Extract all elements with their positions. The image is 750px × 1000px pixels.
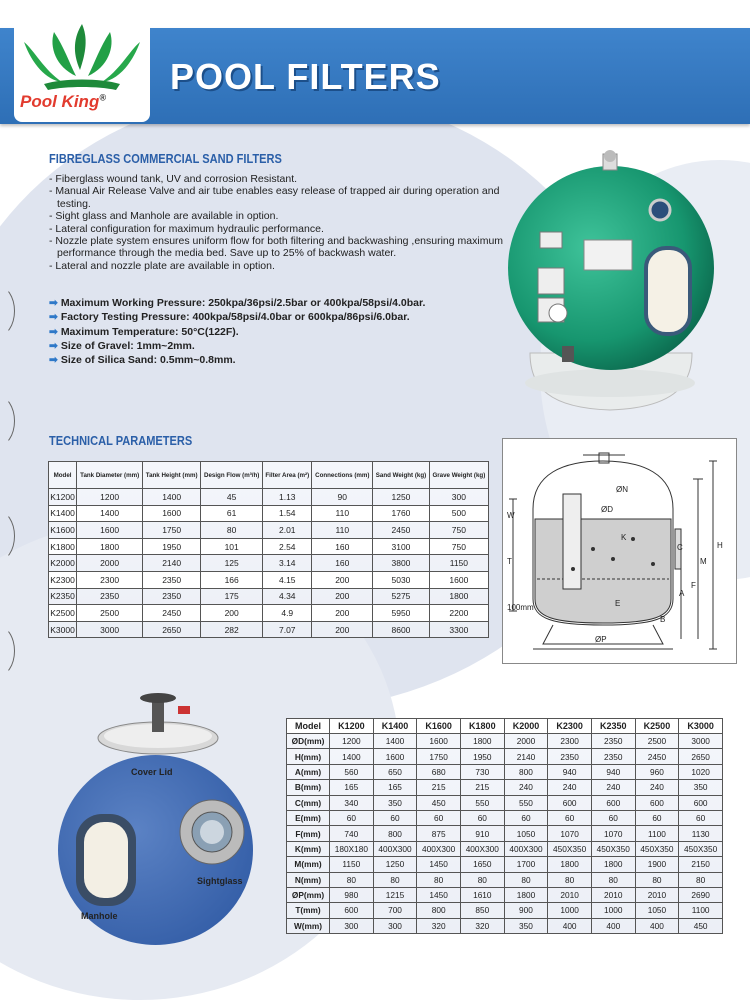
table-row [49, 538, 489, 555]
table-cell: 1950 [460, 749, 504, 764]
table-cell: 175 [201, 588, 263, 605]
table-cell: 215 [460, 780, 504, 795]
column-header: K1600 [417, 719, 461, 734]
table-cell: K3000 [49, 621, 77, 638]
column-header: Model [49, 462, 77, 489]
spec-item: ➡ Size of Silica Sand: 0.5mm~0.8mm. [49, 354, 236, 367]
caption-sightglass: Sightglass [197, 876, 243, 886]
table-cell: 80 [591, 872, 635, 887]
table-cell: 2350 [591, 749, 635, 764]
section-title-technical-parameters: TECHNICAL PARAMETERS [49, 433, 193, 448]
table-cell: 1600 [143, 505, 201, 522]
table-cell: 110 [312, 505, 373, 522]
table-cell: 2150 [679, 857, 723, 872]
table-cell: 2350 [591, 734, 635, 749]
table-cell: 1800 [77, 538, 143, 555]
table-cell: 600 [635, 795, 679, 810]
table-cell: 200 [312, 588, 373, 605]
table-cell: K(mm) [287, 841, 330, 856]
table-cell: 450X350 [679, 841, 723, 856]
table-cell: ØD(mm) [287, 734, 330, 749]
table-cell: 350 [679, 780, 723, 795]
table-cell: 450X350 [548, 841, 592, 856]
table-cell: 550 [504, 795, 548, 810]
table-cell: 875 [417, 826, 461, 841]
table-cell: H(mm) [287, 749, 330, 764]
cover-lid-photo [92, 686, 224, 756]
column-header: K2300 [548, 719, 592, 734]
table-cell: 940 [591, 764, 635, 779]
table-cell: 101 [201, 538, 263, 555]
table-cell: 800 [504, 764, 548, 779]
table-cell: 2000 [504, 734, 548, 749]
table-cell: 2140 [504, 749, 548, 764]
table-cell: 2350 [548, 749, 592, 764]
table-cell: 650 [373, 764, 417, 779]
table-cell: 1400 [373, 734, 417, 749]
feature-item: - Lateral configuration for maximum hydraulic performance. [49, 222, 324, 235]
table-cell: 400X300 [504, 841, 548, 856]
table-cell: 2010 [591, 887, 635, 902]
table-cell: 1215 [373, 887, 417, 902]
table-cell: 1750 [143, 522, 201, 539]
dim-label-c: C [677, 543, 683, 552]
table-cell: 2690 [679, 887, 723, 902]
table-cell: 980 [330, 887, 374, 902]
table-cell: 1900 [635, 857, 679, 872]
brand-name: Pool King® [20, 92, 106, 111]
table-cell: 340 [330, 795, 374, 810]
table-cell: 200 [312, 621, 373, 638]
table-row [287, 810, 723, 825]
table-cell: 450 [679, 918, 723, 933]
column-header: K3000 [679, 719, 723, 734]
table-cell: M(mm) [287, 857, 330, 872]
table-cell: 500 [429, 505, 488, 522]
spec-list [49, 296, 425, 367]
dimensions-table [286, 718, 723, 934]
table-cell: 350 [373, 795, 417, 810]
sand-filter-illustration [500, 148, 720, 420]
table-cell: 1150 [429, 555, 488, 572]
table-cell: 1070 [548, 826, 592, 841]
table-cell: 200 [312, 605, 373, 622]
table-cell: 600 [679, 795, 723, 810]
table-cell: 400 [548, 918, 592, 933]
table-cell: 2300 [548, 734, 592, 749]
table-cell: 300 [373, 918, 417, 933]
table-cell: 800 [373, 826, 417, 841]
table-cell: 1800 [591, 857, 635, 872]
table-cell: 1950 [143, 538, 201, 555]
column-header: K2350 [591, 719, 635, 734]
table-row [287, 841, 723, 856]
table-cell: 80 [548, 872, 592, 887]
table-row [287, 749, 723, 764]
table-row [49, 605, 489, 622]
table-cell: 3300 [429, 621, 488, 638]
arrow-icon: ➡ [49, 325, 58, 338]
manhole-photo [72, 810, 140, 910]
table-cell: 1400 [330, 749, 374, 764]
table-cell: 200 [201, 605, 263, 622]
table-cell: 60 [460, 810, 504, 825]
table-cell: 1100 [635, 826, 679, 841]
table-cell: 1250 [373, 857, 417, 872]
table-cell: 160 [312, 555, 373, 572]
table-cell: 1750 [417, 749, 461, 764]
spec-item: ➡ Maximum Temperature: 50°C(122F). [49, 325, 239, 338]
table-cell: K2000 [49, 555, 77, 572]
table-cell: 700 [373, 903, 417, 918]
table-cell: 3000 [77, 621, 143, 638]
table-cell: K2350 [49, 588, 77, 605]
feature-item: - Nozzle plate system ensures uniform flow for both filtering and backwashing ,ensuring maximum performance through the media bed. Save up to 25% of backwash water. [49, 235, 504, 260]
table-cell: 1450 [417, 887, 461, 902]
table-row [49, 522, 489, 539]
table-cell: 1600 [417, 734, 461, 749]
table-cell: K2300 [49, 571, 77, 588]
column-header: K2500 [635, 719, 679, 734]
table-cell: 2350 [77, 588, 143, 605]
table-cell: 2000 [77, 555, 143, 572]
table-cell: 320 [460, 918, 504, 933]
table-row [287, 764, 723, 779]
dim-label-d: ØD [601, 505, 613, 514]
dim-label-n: ØN [616, 485, 628, 494]
table-cell: 60 [504, 810, 548, 825]
table-cell: 2450 [635, 749, 679, 764]
table-cell: 2350 [143, 588, 201, 605]
dimension-diagram [503, 439, 736, 663]
column-header: Tank Diameter (mm) [77, 462, 143, 489]
table-cell: 740 [330, 826, 374, 841]
table-cell: 80 [504, 872, 548, 887]
table-cell: 1400 [143, 489, 201, 506]
table-cell: 2450 [143, 605, 201, 622]
dim-label-a: A [679, 589, 685, 598]
table-cell: 1800 [548, 857, 592, 872]
table-header-row [287, 719, 723, 734]
table-cell: 850 [460, 903, 504, 918]
table-cell: T(mm) [287, 903, 330, 918]
table-cell: 730 [460, 764, 504, 779]
table-cell: 3800 [373, 555, 430, 572]
table-cell: 110 [312, 522, 373, 539]
table-cell: 60 [679, 810, 723, 825]
table-cell: 300 [429, 489, 488, 506]
table-cell: 80 [201, 522, 263, 539]
table-cell: 2350 [143, 571, 201, 588]
table-cell: 1130 [679, 826, 723, 841]
table-cell: 2650 [679, 749, 723, 764]
table-cell: E(mm) [287, 810, 330, 825]
table-cell: C(mm) [287, 795, 330, 810]
table-cell: 1100 [679, 903, 723, 918]
table-cell: 400X300 [373, 841, 417, 856]
table-cell: 1600 [373, 749, 417, 764]
table-cell: 3100 [373, 538, 430, 555]
table-cell: 160 [312, 538, 373, 555]
column-header: K1800 [460, 719, 504, 734]
feature-item: - Manual Air Release Valve and air tube enables easy release of trapped air during operation and testing. [49, 185, 500, 210]
table-cell: ØP(mm) [287, 887, 330, 902]
table-cell: 1650 [460, 857, 504, 872]
table-cell: 90 [312, 489, 373, 506]
table-cell: 750 [429, 538, 488, 555]
table-cell: 240 [504, 780, 548, 795]
table-cell: 450X350 [591, 841, 635, 856]
table-cell: 1250 [373, 489, 430, 506]
table-cell: 400 [635, 918, 679, 933]
table-cell: 910 [460, 826, 504, 841]
dim-label-b: B [660, 615, 666, 624]
table-cell: A(mm) [287, 764, 330, 779]
table-row [49, 505, 489, 522]
spec-item: ➡ Maximum Working Pressure: 250kpa/36psi/2.5bar or 400kpa/58psi/4.0bar. [49, 297, 426, 309]
table-cell: 165 [373, 780, 417, 795]
dim-label-100mm: 100mm [507, 603, 534, 612]
table-cell: 400 [591, 918, 635, 933]
table-cell: 200 [312, 571, 373, 588]
arrow-icon: ➡ [49, 297, 58, 309]
table-cell: 4.9 [263, 605, 312, 622]
table-cell: 80 [330, 872, 374, 887]
column-header: Tank Height (mm) [143, 462, 201, 489]
table-cell: 1400 [77, 505, 143, 522]
table-cell: 2300 [77, 571, 143, 588]
table-cell: 300 [330, 918, 374, 933]
page-title: POOL FILTERS [170, 56, 441, 97]
dim-label-e: E [615, 599, 621, 608]
table-cell: 80 [635, 872, 679, 887]
table-cell: 7.07 [263, 621, 312, 638]
table-cell: 60 [635, 810, 679, 825]
column-header: K1400 [373, 719, 417, 734]
spec-item: ➡ Factory Testing Pressure: 400kpa/58psi/4.0bar or 600kpa/86psi/6.0bar. [49, 311, 410, 324]
table-cell: K2500 [49, 605, 77, 622]
table-cell: 45 [201, 489, 263, 506]
table-cell: 900 [504, 903, 548, 918]
table-cell: 3.14 [263, 555, 312, 572]
table-cell: 600 [330, 903, 374, 918]
table-cell: 240 [635, 780, 679, 795]
table-cell: K1600 [49, 522, 77, 539]
table-cell: 2.54 [263, 538, 312, 555]
table-cell: 1000 [591, 903, 635, 918]
table-cell: 1610 [460, 887, 504, 902]
table-row [287, 857, 723, 872]
spec-item: ➡ Size of Gravel: 1mm~2mm. [49, 339, 195, 352]
table-cell: 600 [548, 795, 592, 810]
table-cell: 60 [548, 810, 592, 825]
table-cell: 1020 [679, 764, 723, 779]
table-row [287, 795, 723, 810]
table-cell: 61 [201, 505, 263, 522]
dim-label-k: K [621, 533, 627, 542]
arrow-icon: ➡ [49, 354, 58, 367]
dim-label-t: T [507, 557, 512, 566]
table-cell: K1200 [49, 489, 77, 506]
table-cell: 600 [591, 795, 635, 810]
feature-list [49, 173, 519, 272]
table-cell: 80 [460, 872, 504, 887]
table-cell: 1800 [460, 734, 504, 749]
table-cell: 1.13 [263, 489, 312, 506]
table-cell: 60 [373, 810, 417, 825]
table-cell: 60 [591, 810, 635, 825]
table-cell: 1800 [429, 588, 488, 605]
table-cell: 2650 [143, 621, 201, 638]
technical-drawing [502, 438, 737, 664]
table-cell: 8600 [373, 621, 430, 638]
table-cell: 3000 [679, 734, 723, 749]
dim-label-h: H [717, 541, 723, 550]
arrow-icon: ➡ [49, 311, 58, 324]
column-header: Connections (mm) [312, 462, 373, 489]
feature-item: - Sight glass and Manhole are available in option. [49, 210, 279, 223]
table-cell: 960 [635, 764, 679, 779]
table-row [287, 872, 723, 887]
table-cell: 80 [373, 872, 417, 887]
table-cell: 1050 [635, 903, 679, 918]
table-cell: 166 [201, 571, 263, 588]
table-cell: 1050 [504, 826, 548, 841]
table-cell: 2500 [635, 734, 679, 749]
arrow-icon: ➡ [49, 339, 58, 352]
table-cell: 2450 [373, 522, 430, 539]
technical-parameters-table [48, 461, 489, 638]
table-cell: N(mm) [287, 872, 330, 887]
feature-item: - Lateral and nozzle plate are available in option. [49, 259, 275, 272]
table-row [287, 826, 723, 841]
table-row [287, 903, 723, 918]
table-row [49, 489, 489, 506]
table-cell: 750 [429, 522, 488, 539]
table-cell: 1450 [417, 857, 461, 872]
table-cell: 450X350 [635, 841, 679, 856]
table-cell: 180X180 [330, 841, 374, 856]
table-cell: 125 [201, 555, 263, 572]
table-cell: 2010 [548, 887, 592, 902]
table-cell: 80 [417, 872, 461, 887]
column-header: Grave Weight (kg) [429, 462, 488, 489]
sightglass-photo [178, 798, 246, 866]
table-cell: K1800 [49, 538, 77, 555]
table-cell: B(mm) [287, 780, 330, 795]
table-cell: 1600 [77, 522, 143, 539]
table-cell: 1800 [504, 887, 548, 902]
table-row [287, 918, 723, 933]
table-row [49, 555, 489, 572]
table-cell: 320 [417, 918, 461, 933]
table-row [287, 887, 723, 902]
table-cell: W(mm) [287, 918, 330, 933]
table-cell: 400X300 [460, 841, 504, 856]
table-cell: 560 [330, 764, 374, 779]
table-cell: 5950 [373, 605, 430, 622]
table-cell: 1200 [77, 489, 143, 506]
table-cell: 450 [417, 795, 461, 810]
table-cell: 165 [330, 780, 374, 795]
table-cell: 800 [417, 903, 461, 918]
table-cell: 240 [591, 780, 635, 795]
table-cell: 5275 [373, 588, 430, 605]
section-title-sand-filters: FIBREGLASS COMMERCIAL SAND FILTERS [49, 151, 282, 166]
table-cell: 1200 [330, 734, 374, 749]
dim-label-p: ØP [595, 635, 607, 644]
dim-label-w: W [507, 511, 515, 520]
table-row [287, 780, 723, 795]
table-cell: 1150 [330, 857, 374, 872]
column-header: Design Flow (m³/h) [201, 462, 263, 489]
table-cell: 1070 [591, 826, 635, 841]
table-cell: 1700 [504, 857, 548, 872]
table-cell: 680 [417, 764, 461, 779]
table-cell: 1.54 [263, 505, 312, 522]
table-cell: 2.01 [263, 522, 312, 539]
table-cell: 550 [460, 795, 504, 810]
table-cell: 5030 [373, 571, 430, 588]
table-row [49, 621, 489, 638]
caption-manhole: Manhole [81, 911, 118, 921]
table-cell: 60 [330, 810, 374, 825]
column-header: Filter Area (m²) [263, 462, 312, 489]
column-header: Model [287, 719, 330, 734]
table-cell: 350 [504, 918, 548, 933]
column-header: Sand Weight (kg) [373, 462, 430, 489]
table-row [49, 588, 489, 605]
table-cell: 4.34 [263, 588, 312, 605]
feature-item: - Fiberglass wound tank, UV and corrosion Resistant. [49, 173, 298, 185]
table-cell: 2500 [77, 605, 143, 622]
dim-label-f: F [691, 581, 696, 590]
column-header: K2000 [504, 719, 548, 734]
table-cell: 1000 [548, 903, 592, 918]
table-cell: 2200 [429, 605, 488, 622]
column-header: K1200 [330, 719, 374, 734]
table-cell: F(mm) [287, 826, 330, 841]
table-cell: 282 [201, 621, 263, 638]
table-cell: 1600 [429, 571, 488, 588]
dim-label-m: M [700, 557, 707, 566]
caption-cover-lid: Cover Lid [131, 767, 173, 777]
table-cell: 940 [548, 764, 592, 779]
table-cell: 215 [417, 780, 461, 795]
table-row [49, 571, 489, 588]
table-header-row [49, 462, 489, 489]
table-cell: 2140 [143, 555, 201, 572]
table-cell: 4.15 [263, 571, 312, 588]
table-cell: 2010 [635, 887, 679, 902]
table-row [287, 734, 723, 749]
table-cell: 240 [548, 780, 592, 795]
table-cell: 80 [679, 872, 723, 887]
table-cell: 400X300 [417, 841, 461, 856]
table-cell: 60 [417, 810, 461, 825]
table-cell: K1400 [49, 505, 77, 522]
table-cell: 1760 [373, 505, 430, 522]
